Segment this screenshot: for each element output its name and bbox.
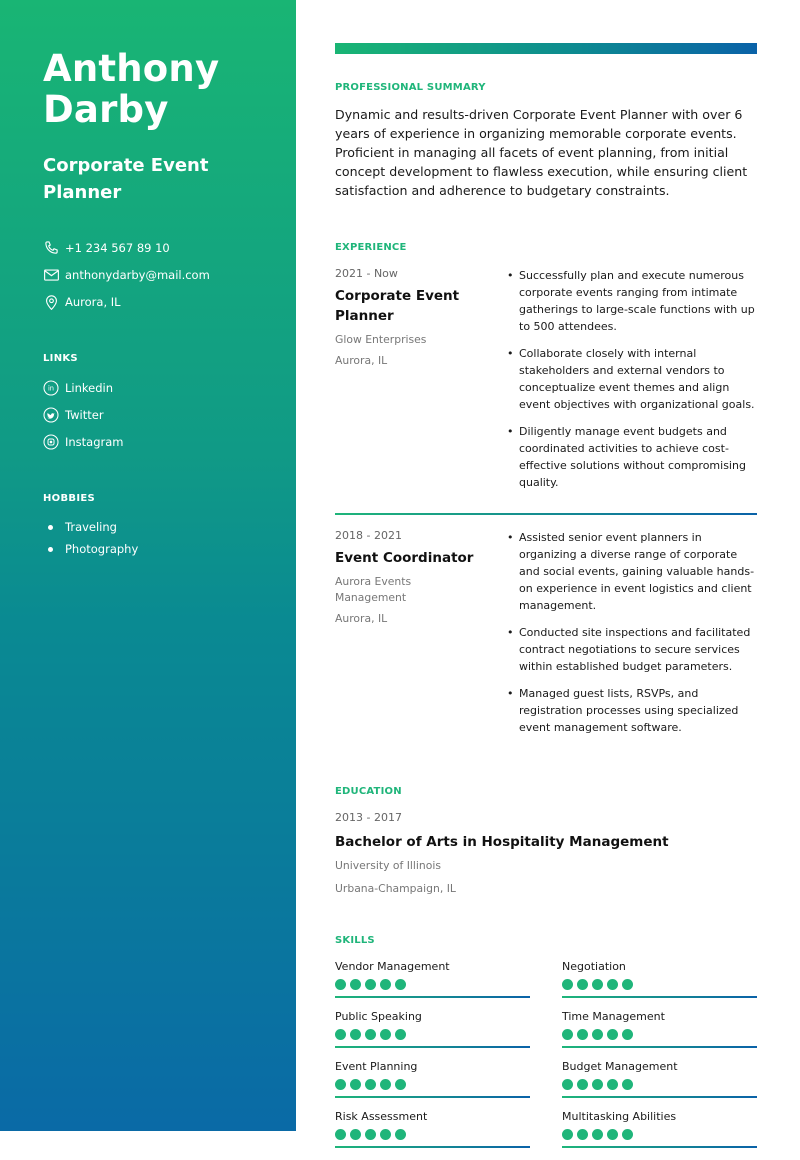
education-date: 2013 - 2017 bbox=[335, 811, 402, 824]
education-school: University of Illinois bbox=[335, 859, 441, 872]
job-bullet: • Successfully plan and execute numerous corporate events ranging from intimate gatherings to large-scale functions with up to 500 attendees. bbox=[507, 269, 755, 333]
link-twitter[interactable]: Twitter bbox=[43, 401, 296, 428]
hobbies-heading: HOBBIES bbox=[43, 493, 95, 504]
sidebar bbox=[0, 0, 296, 1131]
job-date: 2018 - 2021 bbox=[335, 529, 402, 542]
job-company: Aurora Events Management bbox=[335, 575, 412, 604]
links-heading: LINKS bbox=[43, 353, 78, 364]
education-degree: Bachelor of Arts in Hospitality Management bbox=[335, 834, 669, 850]
summary-text: Dynamic and results-driven Corporate Event Planner with over 6 years of experience in organizing memorable corporate events. Proficient in managing all facets of event planning, from initial concept development to flawless execution, while ensuring client satisfaction and adherence to budgetary constraints. bbox=[335, 107, 748, 198]
job-date: 2021 - Now bbox=[335, 267, 398, 280]
job-divider bbox=[335, 513, 757, 515]
skill-rating bbox=[562, 1079, 757, 1090]
skill-rating bbox=[335, 1029, 530, 1040]
education-location: Urbana-Champaign, IL bbox=[335, 882, 456, 895]
job-bullet: • Collaborate closely with internal stakeholders and external vendors to conceptualize event themes and align event objectives with organizational goals. bbox=[507, 347, 755, 411]
skill-divider bbox=[562, 996, 757, 998]
contact-email: anthonydarby@mail.com bbox=[43, 261, 296, 288]
bullet-dot-icon bbox=[48, 525, 53, 530]
skills-section bbox=[335, 935, 757, 1160]
experience-heading: EXPERIENCE bbox=[335, 242, 407, 253]
hobby-item: Photography bbox=[43, 538, 296, 560]
job-entry bbox=[335, 529, 757, 746]
mail-icon bbox=[43, 267, 59, 283]
links-section bbox=[43, 353, 296, 455]
education-heading: EDUCATION bbox=[335, 786, 402, 797]
skills-grid bbox=[335, 960, 757, 1160]
skill-divider bbox=[335, 1046, 530, 1048]
skills-heading: SKILLS bbox=[335, 935, 375, 946]
job-entry bbox=[335, 267, 757, 501]
education-section bbox=[335, 786, 757, 895]
hobby-item: Traveling bbox=[43, 516, 296, 538]
skill-divider bbox=[562, 1146, 757, 1148]
skill-rating bbox=[562, 979, 757, 990]
job-title: Corporate Event Planner bbox=[335, 288, 460, 324]
summary-section bbox=[335, 82, 757, 200]
skill-divider bbox=[562, 1046, 757, 1048]
svg-text:in: in bbox=[47, 384, 55, 393]
job-location: Aurora, IL bbox=[335, 612, 388, 625]
job-location: Aurora, IL bbox=[335, 354, 388, 367]
skill-rating bbox=[335, 979, 530, 990]
twitter-icon bbox=[43, 407, 59, 423]
contact-phone: +1 234 567 89 10 bbox=[43, 234, 296, 261]
skill-divider bbox=[335, 1146, 530, 1148]
skill-item: Budget Management bbox=[562, 1060, 757, 1110]
linkedin-icon bbox=[43, 380, 59, 396]
job-company: Glow Enterprises bbox=[335, 333, 427, 346]
job-bullet: • Diligently manage event budgets and coordinated activities to achieve cost-effective solutions without compromising quality. bbox=[507, 425, 746, 489]
skill-divider bbox=[335, 1096, 530, 1098]
job-bullet: • Managed guest lists, RSVPs, and registration processes using specialized event management software. bbox=[507, 687, 739, 734]
instagram-icon bbox=[43, 434, 59, 450]
job-bullet: • Conducted site inspections and facilitated contract negotiations to secure services within established budget parameters. bbox=[507, 626, 751, 673]
skill-item: Event Planning bbox=[335, 1060, 530, 1110]
skill-item: Vendor Management bbox=[335, 960, 530, 1010]
skill-item: Time Management bbox=[562, 1010, 757, 1060]
skill-item: Negotiation bbox=[562, 960, 757, 1010]
gradient-header-bar bbox=[335, 43, 757, 54]
contact-location: Aurora, IL bbox=[43, 288, 296, 315]
contact-list bbox=[43, 234, 296, 315]
candidate-role: Corporate Event Planner bbox=[43, 155, 209, 203]
experience-section bbox=[335, 242, 757, 746]
skill-rating bbox=[562, 1029, 757, 1040]
job-bullet: • Assisted senior event planners in organizing a diverse range of corporate and social events, gaining valuable hands-on experience in event logistics and client management. bbox=[507, 531, 755, 612]
skill-rating bbox=[335, 1079, 530, 1090]
candidate-name: Anthony Darby bbox=[43, 47, 220, 131]
main-content bbox=[335, 43, 757, 1160]
link-linkedin[interactable]: in Linkedin bbox=[43, 374, 296, 401]
skill-item: Multitasking Abilities bbox=[562, 1110, 757, 1160]
summary-heading: PROFESSIONAL SUMMARY bbox=[335, 82, 486, 93]
phone-icon bbox=[43, 240, 59, 256]
link-instagram[interactable]: Instagram bbox=[43, 428, 296, 455]
bullet-dot-icon bbox=[48, 547, 53, 552]
location-pin-icon bbox=[43, 294, 59, 310]
skill-divider bbox=[562, 1096, 757, 1098]
skill-item: Risk Assessment bbox=[335, 1110, 530, 1160]
hobbies-section bbox=[43, 493, 296, 560]
skill-divider bbox=[335, 996, 530, 998]
job-title: Event Coordinator bbox=[335, 550, 474, 566]
skill-item: Public Speaking bbox=[335, 1010, 530, 1060]
